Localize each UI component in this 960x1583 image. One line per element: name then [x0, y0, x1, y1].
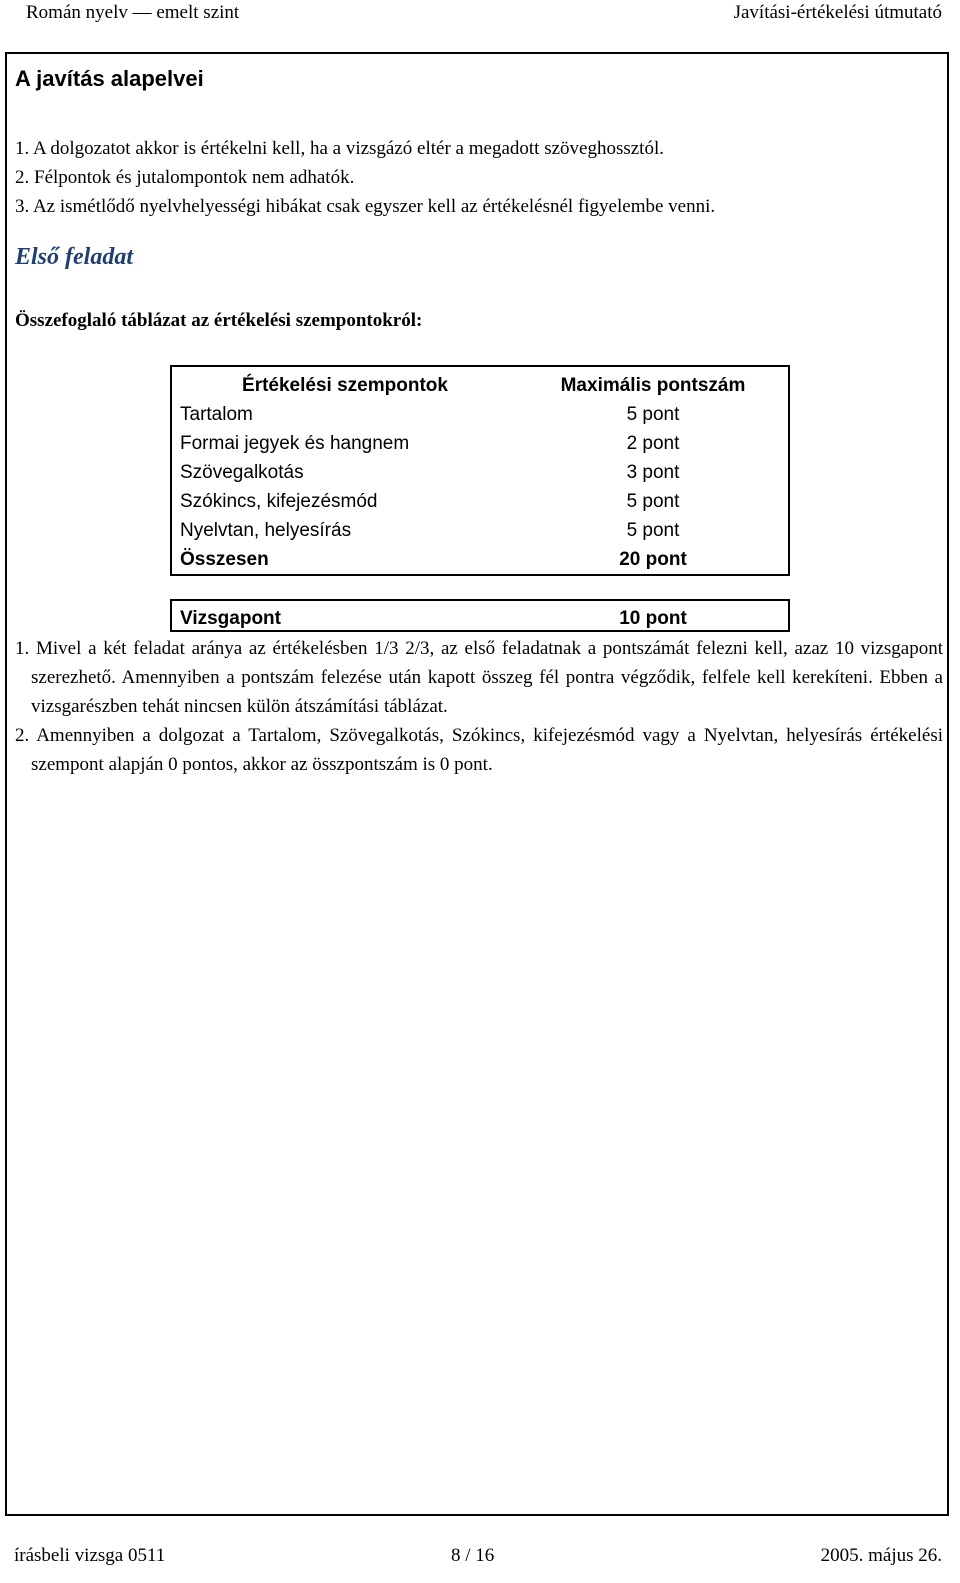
criterion-cell: Nyelvtan, helyesírás: [180, 519, 352, 541]
table-row: [171, 400, 789, 429]
points-cell: 5 pont: [626, 490, 680, 512]
summary-title: Összefoglaló táblázat az értékelési szempontokról:: [15, 310, 423, 331]
principles-list: [15, 134, 715, 221]
criteria-table: [170, 365, 790, 576]
points-cell: 3 pont: [626, 461, 680, 483]
table-header-row: [171, 366, 789, 400]
principle-item: 3. Az ismétlődő nyelvhelyességi hibákat csak egyszer kell az értékelésnél figyelembe venni.: [15, 196, 716, 217]
header-right: Javítási-értékelési útmutató: [733, 2, 942, 23]
principle-item: 2. Félpontok és jutalompontok nem adhatók.: [15, 167, 355, 188]
criterion-cell: Formai jegyek és hangnem: [180, 432, 410, 454]
column-header: Maximális pontszám: [560, 374, 746, 396]
principle-item: 1. A dolgozatot akkor is értékelni kell, ha a vizsgázó eltér a megadott szöveghossztól.: [15, 138, 664, 159]
table-row: [171, 429, 789, 458]
column-header: Értékelési szempontok: [242, 374, 448, 396]
table-row: [171, 458, 789, 487]
exam-points-table: [170, 599, 790, 632]
footer-left: írásbeli vizsga 0511: [14, 1545, 166, 1566]
points-cell: 2 pont: [626, 432, 680, 454]
total-points: 20 pont: [619, 548, 687, 570]
exam-points-row: [171, 600, 789, 631]
page-number: 8 / 16: [451, 1545, 495, 1566]
total-row: [171, 545, 789, 575]
points-cell: 5 pont: [626, 403, 680, 425]
task-title: Első feladat: [15, 244, 133, 270]
criterion-cell: Tartalom: [180, 403, 253, 425]
points-cell: 5 pont: [626, 519, 680, 541]
total-label: Összesen: [180, 548, 269, 570]
criterion-cell: Szövegalkotás: [180, 461, 304, 483]
criterion-cell: Szókincs, kifejezésmód: [180, 490, 378, 512]
table-row: [171, 516, 789, 545]
exam-points-label: Vizsgapont: [180, 608, 281, 629]
page-footer: [14, 1545, 942, 1571]
note-paragraph: 2. Amennyiben a dolgozat a Tartalom, Szövegalkotás, Szókincs, kifejezésmód vagy a Nyelvtan, helyesírás értékelési szempont alapján 0 pontos, akkor az összpontszám is 0 pont.: [15, 725, 943, 775]
notes: [15, 634, 943, 779]
exam-points-value: 10 pont: [619, 608, 687, 629]
note-paragraph: 1. Mivel a két feladat aránya az értékelésben 1/3 2/3, az első feladatnak a pontszámát felezni kell, azaz 10 vizsgapont szerezhető. Amennyiben a pontszám felezése után kapott összeg fél pontra végződik, felfele kell kerekíteni. Ebben a vizsgarészben tehát nincsen külön átszámítási táblázat.: [15, 638, 943, 717]
table-row: [171, 487, 789, 516]
section-title: A javítás alapelvei: [15, 66, 204, 91]
content-frame: [5, 52, 949, 1516]
page-header: [16, 2, 942, 30]
footer-date: 2005. május 26.: [820, 1545, 942, 1566]
header-left: Román nyelv — emelt szint: [26, 2, 240, 23]
